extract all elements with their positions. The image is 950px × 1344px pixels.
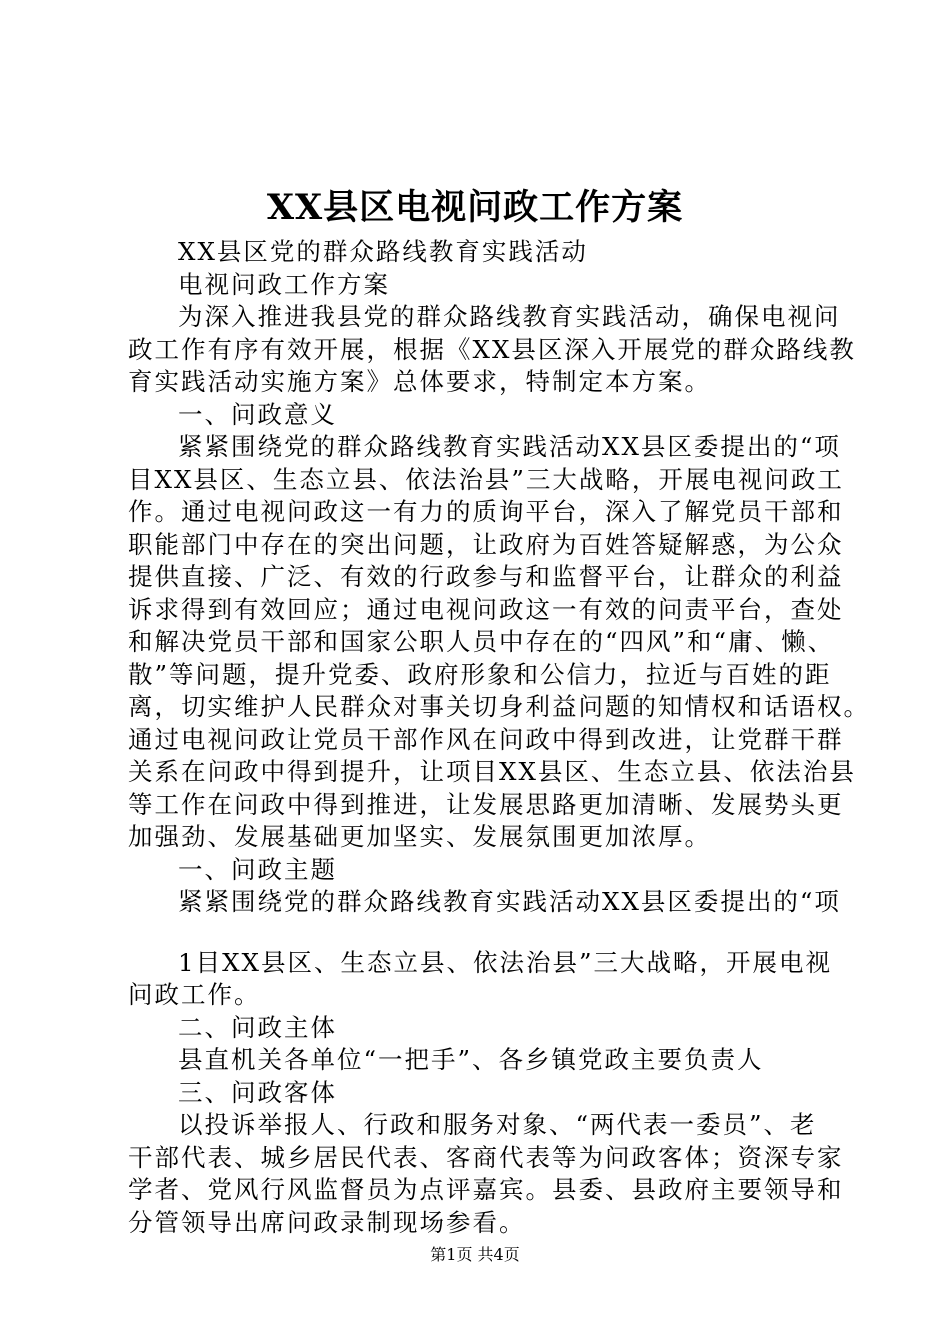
text-line: 一、问政意义	[178, 399, 337, 429]
text-line: 二、问政主体	[178, 1012, 337, 1042]
text-line: 提供直接、广泛、有效的行政参与和监督平台，让群众的利益	[128, 562, 844, 591]
text-line: 散”等问题，提升党委、政府形象和公信力，拉近与百姓的距	[128, 659, 832, 689]
text-line: 职能部门中存在的突出问题，让政府为百姓答疑解惑，为公众	[128, 529, 844, 559]
paragraph-block-second	[128, 947, 844, 1240]
page-footer: 第1页 共4页	[430, 1245, 520, 1264]
text-line: 1目XX县区、生态立县、依法治县”三大战略，开展电视	[178, 947, 832, 977]
text-line: 等工作在问政中得到推进，让发展思路更加清晰、发展势头更	[128, 789, 844, 819]
text-line: 电视问政工作方案	[178, 269, 390, 299]
text-line: 作。通过电视问政这一有力的质询平台，深入了解党员干部和	[128, 497, 844, 526]
text-line: 目XX县区、生态立县、依法治县”三大战略，开展电视问政工	[128, 464, 844, 494]
document-body	[128, 236, 870, 1239]
text-line: 问政工作。	[128, 980, 261, 1009]
text-line: 关系在问政中得到提升，让项目XX县区、生态立县、依法治县	[128, 757, 856, 786]
text-line: 紧紧围绕党的群众路线教育实践活动XX县区委提出的“项	[178, 432, 841, 461]
text-line: 育实践活动实施方案》总体要求，特制定本方案。	[128, 367, 711, 396]
text-line: 一、问政主题	[178, 854, 337, 884]
text-line: 为深入推进我县党的群众路线教育实践活动，确保电视问	[178, 302, 841, 331]
text-line: 三、问政客体	[178, 1077, 337, 1107]
text-line: 以投诉举报人、行政和服务对象、“两代表一委员”、老	[178, 1110, 817, 1139]
text-line: 离，切实维护人民群众对事关切身利益问题的知情权和话语权。	[128, 692, 870, 721]
text-line: 县直机关各单位“一把手”、各乡镇党政主要负责人	[178, 1045, 764, 1074]
text-line: 加强劲、发展基础更加坚实、发展氛围更加浓厚。	[128, 822, 711, 851]
document-title: XX县区电视问政工作方案	[266, 187, 684, 228]
text-line: 学者、党风行风监督员为点评嘉宾。县委、县政府主要领导和	[128, 1175, 844, 1204]
text-line: 政工作有序有效开展，根据《XX县区深入开展党的群众路线教	[128, 334, 856, 364]
text-line: 诉求得到有效回应；通过电视问政这一有效的问责平台，查处	[128, 594, 844, 624]
text-line: 和解决党员干部和国家公职人员中存在的“四风”和“庸、懒、	[128, 627, 835, 656]
page-break-gap	[128, 919, 832, 947]
paragraph-block-first	[128, 236, 870, 919]
text-line: 干部代表、城乡居民代表、客商代表等为问政客体；资深专家	[128, 1142, 844, 1172]
text-line: 紧紧围绕党的群众路线教育实践活动XX县区委提出的“项	[178, 887, 841, 916]
text-line: XX县区党的群众路线教育实践活动	[178, 237, 588, 266]
text-line: 分管领导出席问政录制现场参看。	[128, 1207, 526, 1237]
text-line: 通过电视问政让党员干部作风在问政中得到改进，让党群干群	[128, 724, 844, 754]
